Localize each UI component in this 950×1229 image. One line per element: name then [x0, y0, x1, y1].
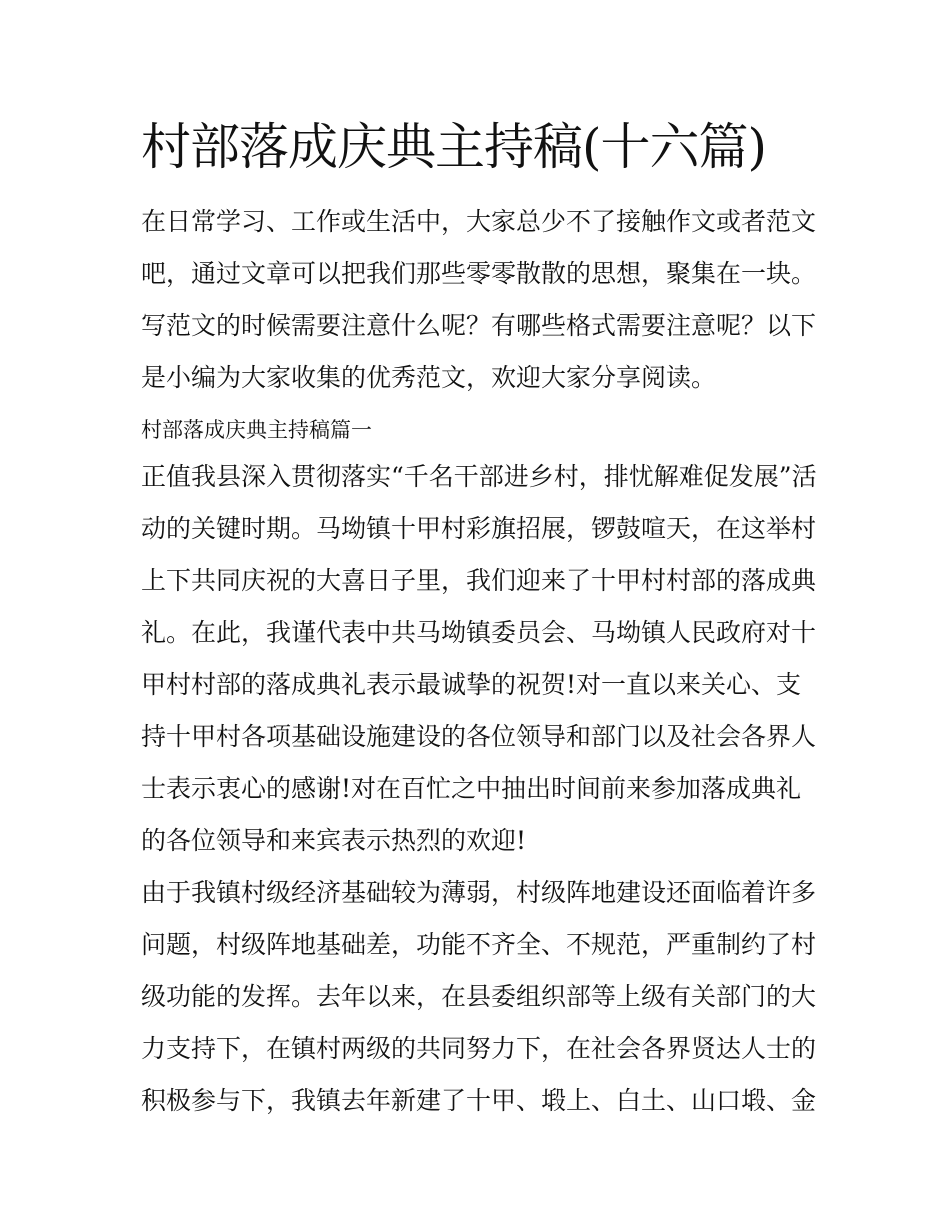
paragraph-line: 礼。在此，我谨代表中共马坳镇委员会、马坳镇人民政府对十: [141, 618, 817, 647]
paragraph-line: 正值我县深入贯彻落实“千名干部进乡村，排忧解难促发展”活: [141, 462, 817, 491]
intro-line: 在日常学习、工作或生活中，大家总少不了接触作文或者范文: [141, 207, 817, 236]
section-heading: 村部落成庆典主持稿篇一: [141, 418, 372, 442]
paragraph-line: 力支持下，在镇村两级的共同努力下，在社会各界贤达人士的: [141, 1034, 817, 1063]
paragraph-line: 级功能的发挥。去年以来，在县委组织部等上级有关部门的大: [141, 982, 817, 1011]
paragraph-line: 动的关键时期。马坳镇十甲村彩旗招展，锣鼓喧天，在这举村: [141, 514, 817, 543]
intro-line: 写范文的时候需要注意什么呢？有哪些格式需要注意呢？以下: [141, 311, 817, 340]
paragraph-line: 的各位领导和来宾表示热烈的欢迎!: [141, 826, 527, 855]
paragraph-line: 士表示衷心的感谢!对在百忙之中抽出时间前来参加落成典礼: [141, 774, 802, 803]
intro-line: 是小编为大家收集的优秀范文，欢迎大家分享阅读。: [141, 363, 717, 392]
paragraph-line: 积极参与下，我镇去年新建了十甲、塅上、白土、山口塅、金: [141, 1086, 817, 1115]
paragraph-line: 上下共同庆祝的大喜日子里，我们迎来了十甲村村部的落成典: [141, 566, 817, 595]
intro-line: 吧，通过文章可以把我们那些零零散散的思想，聚集在一块。: [141, 259, 817, 288]
paragraph-line: 甲村村部的落成典礼表示最诚挚的祝贺!对一直以来关心、支: [141, 670, 802, 699]
document-title: 村部落成庆典主持稿(十六篇): [141, 118, 767, 176]
paragraph-line: 由于我镇村级经济基础较为薄弱，村级阵地建设还面临着许多: [141, 878, 817, 907]
paragraph-line: 持十甲村各项基础设施建设的各位领导和部门以及社会各界人: [141, 722, 817, 751]
paragraph-line: 问题，村级阵地基础差，功能不齐全、不规范，严重制约了村: [141, 930, 817, 959]
